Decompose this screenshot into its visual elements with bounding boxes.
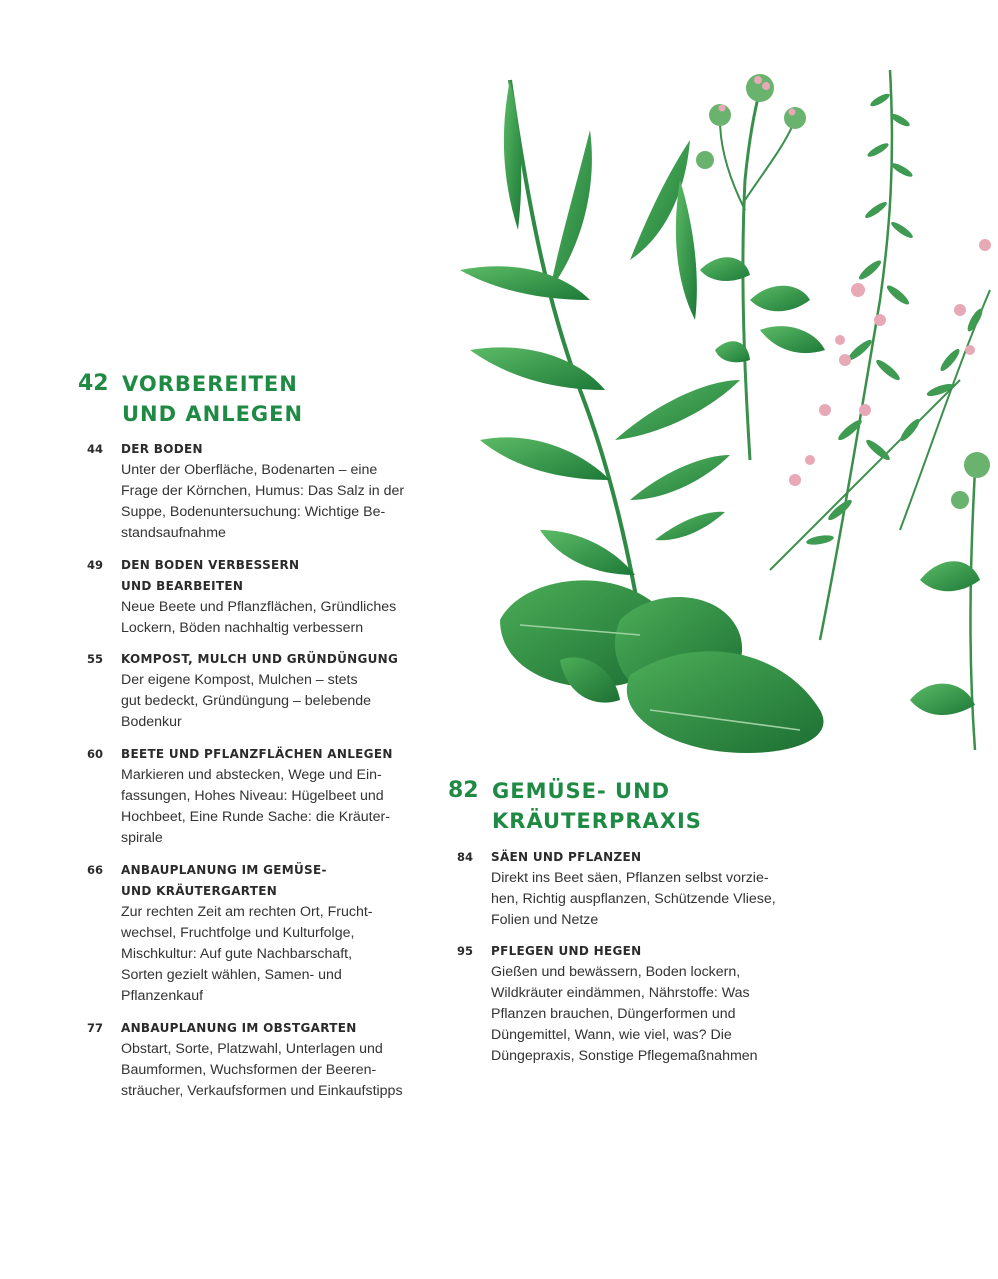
toc-entry[interactable] [87,649,426,733]
entry-title: ANBAUPLANUNG IM OBSTGARTEN [121,1021,357,1035]
entry-text-line: Mischkultur: Auf gute Nachbarschaft, [121,946,353,962]
entry-title: KOMPOST, MULCH UND GRÜNDÜNGUNG [121,652,399,666]
entry-text-line: Direkt ins Beet säen, Pflanzen selbst vorzie- [491,870,769,886]
entry-page-number: 55 [87,652,104,666]
toc-entry[interactable] [457,847,796,931]
entry-text-line: gut bedeckt, Gründüngung – belebende [121,693,372,709]
entry-text-line: Gießen und bewässern, Boden lockern, [491,964,741,980]
entry-text-line: fassungen, Hohes Niveau: Hügelbeet und [121,788,384,804]
oregano-sprig [696,74,825,460]
entry-text-line: Wildkräuter eindämmen, Nährstoffe: Was [491,985,750,1001]
entry-text-line: Obstart, Sorte, Platzwahl, Unterlagen und [121,1041,383,1057]
section-title-line: KRÄUTERPRAXIS [492,809,702,833]
entry-text-line: Düngepraxis, Sonstige Pflegemaßnahmen [491,1048,758,1064]
entry-text-line: Düngemittel, Wann, wie viel, was? Die [491,1027,732,1043]
entry-body [121,744,426,849]
section-page-number: 42 [78,371,109,396]
entry-text-line: Folien und Netze [491,912,599,928]
section-title-line: UND ANLEGEN [122,402,304,426]
toc-entry[interactable] [87,860,426,1007]
entry-body [121,860,426,1007]
entry-title: PFLEGEN UND HEGEN [491,944,642,958]
entry-text-line: Zur rechten Zeit am rechten Ort, Frucht- [121,904,373,920]
entry-text-line: wechsel, Fruchtfolge und Kulturfolge, [121,925,355,941]
entry-body [491,941,796,1067]
entry-page-number: 66 [87,863,104,877]
entry-text-line: hen, Richtig auspflanzen, Schützende Vliese, [491,891,776,907]
entry-text-line: Unter der Oberfläche, Bodenarten – eine [121,462,378,478]
section-page-number: 82 [448,778,479,803]
entry-title: SÄEN UND PFLANZEN [491,850,642,864]
entry-page-number: 60 [87,747,104,761]
entry-text-line: Frage der Körnchen, Humus: Das Salz in der [121,483,405,499]
entry-title: BEETE UND PFLANZFLÄCHEN ANLEGEN [121,747,393,761]
section-title-block [492,776,702,836]
entry-text-line: Suppe, Bodenuntersuchung: Wichtige Be- [121,504,386,520]
entry-text-line: Bodenkur [121,714,182,730]
section-title-line: VORBEREITEN [122,372,298,396]
entry-text-line: Neue Beete und Pflanzflächen, Gründliches [121,599,397,615]
savory-sprig [770,70,991,640]
entry-text-line: Sorten gezielt wählen, Samen- und [121,967,342,983]
entry-text-line: Markieren und abstecken, Wege und Ein- [121,767,382,783]
basil-leaves [500,580,823,753]
toc-entry[interactable] [87,555,426,639]
entry-title: UND BEARBEITEN [121,579,244,593]
section-title-line: GEMÜSE- UND [492,779,671,803]
entry-text-line: Hochbeet, Eine Runde Sache: die Kräuter- [121,809,390,825]
entry-text-line: spirale [121,830,163,846]
section-heading-gemuese [448,776,702,836]
entry-body [491,847,796,931]
entry-title: DEN BODEN VERBESSERN [121,558,300,572]
entry-text-line: Pflanzen brauchen, Düngerformen und [491,1006,736,1022]
entry-page-number: 77 [87,1021,104,1035]
section-heading-vorbereiten [78,369,303,429]
entry-title: DER BODEN [121,442,203,456]
entry-text-line: Lockern, Böden nachhaltig verbessern [121,620,364,636]
toc-entry[interactable] [87,439,426,544]
entry-page-number: 95 [457,944,474,958]
toc-entry[interactable] [87,744,426,849]
entry-body [121,555,426,639]
section-title-block [122,369,303,429]
entry-text-line: Pflanzenkauf [121,988,204,1004]
entry-page-number: 49 [87,558,104,572]
entry-text-line: Der eigene Kompost, Mulchen – stets [121,672,358,688]
entry-page-number: 84 [457,850,474,864]
toc-entry[interactable] [87,1018,441,1102]
entry-title: UND KRÄUTERGARTEN [121,884,278,898]
entry-page-number: 44 [87,442,104,456]
toc-entry[interactable] [457,941,796,1067]
entry-text-line: standsaufnahme [121,525,226,541]
entry-body [121,439,426,544]
entry-text-line: Baumformen, Wuchsformen der Beeren- [121,1062,377,1078]
entry-title: ANBAUPLANUNG IM GEMÜSE- [121,863,327,877]
oregano-sprig-lower [910,452,990,750]
entry-text-line: sträucher, Verkaufsformen und Einkaufstipps [121,1083,403,1099]
herb-illustration [440,60,998,760]
entry-body [121,1018,441,1102]
entry-body [121,649,426,733]
